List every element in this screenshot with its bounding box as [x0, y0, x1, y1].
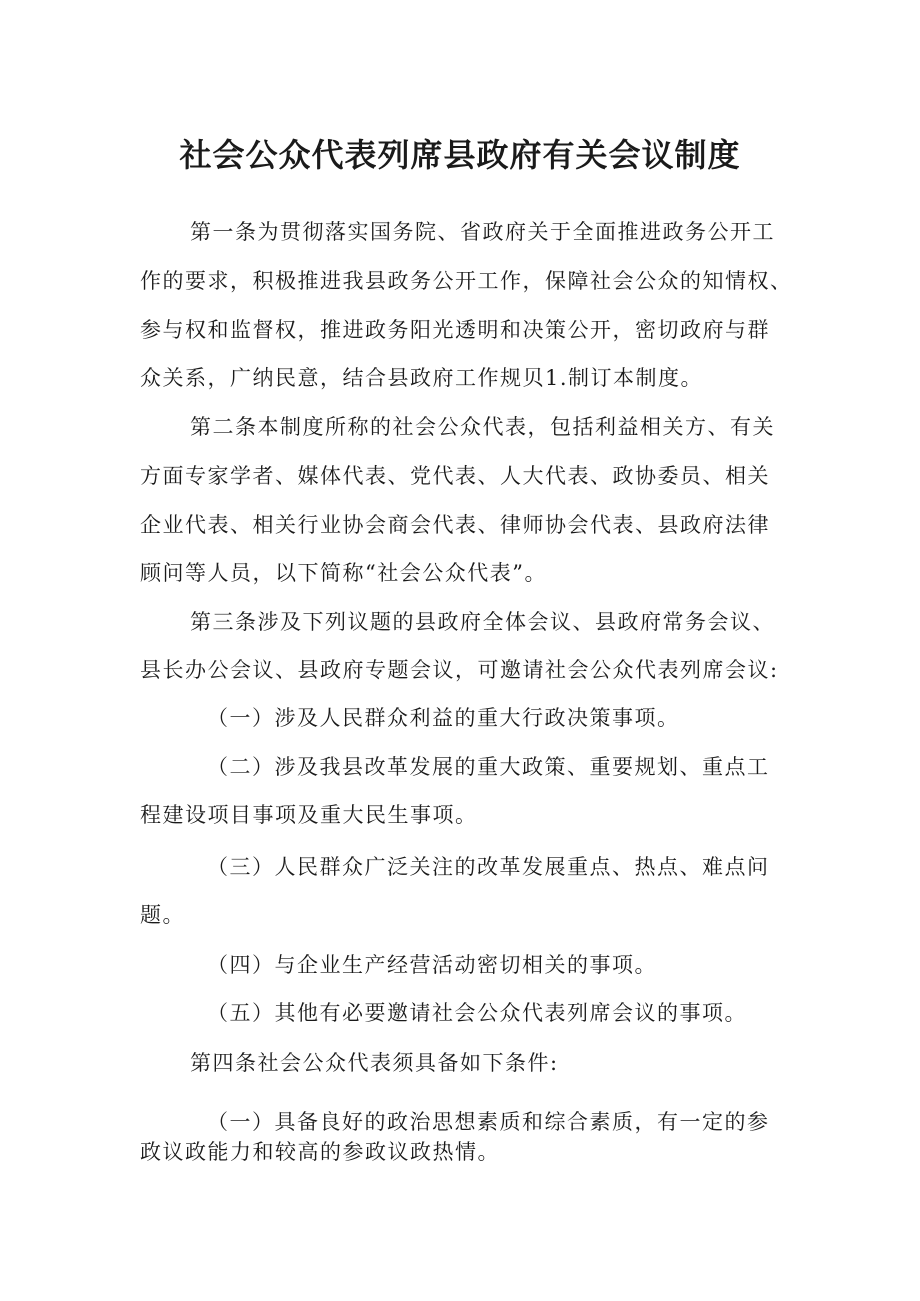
article-2-line-4: 顾问等人员，以下简称“社会公众代表”。	[140, 561, 547, 585]
article-1-line-2: 作的要求，积极推进我县政务公开工作，保障社会公众的知情权、	[140, 269, 793, 293]
article-3-item-3-line-2: 题。	[140, 903, 185, 927]
article-3-item-3-line-1: （三）人民群众广泛关注的改革发展重点、热点、难点问	[207, 855, 770, 879]
article-4-item-1-line-1: （一）具备良好的政治思想素质和综合素质，有一定的参	[207, 1110, 770, 1134]
article-3-item-2-line-2: 程建设项目事项及重大民生事项。	[140, 803, 478, 827]
article-1-line-4: 众关系，广纳民意，结合县政府工作规贝1.制订本制度。	[140, 366, 704, 390]
article-1-line-3: 参与权和监督权，推进政务阳光透明和决策公开，密切政府与群	[140, 318, 770, 342]
article-2-line-1: 第二条本制度所称的社会公众代表，包括利益相关方、有关	[190, 415, 775, 439]
article-3-line-1: 第三条涉及下列议题的县政府全体会议、县政府常务会议、	[190, 610, 775, 634]
article-4-line-1: 第四条社会公众代表须具备如下条件:	[190, 1051, 559, 1075]
document-title: 社会公众代表列席县政府有关会议制度	[179, 136, 741, 174]
article-3-item-5: （五）其他有必要邀请社会公众代表列席会议的事项。	[207, 1001, 747, 1025]
article-3-item-1: （一）涉及人民群众利益的重大行政决策事项。	[207, 706, 680, 730]
article-2-line-2: 方面专家学者、媒体代表、党代表、人大代表、政协委员、相关	[140, 464, 770, 488]
article-3-line-2: 县长办公会议、县政府专题会议，可邀请社会公众代表列席会议:	[140, 658, 779, 682]
article-3-item-4: （四）与企业生产经营活动密切相关的事项。	[207, 953, 657, 977]
article-4-item-1-line-2: 政议政能力和较高的参政议政热情。	[140, 1140, 500, 1164]
article-3-item-2-line-1: （二）涉及我县改革发展的重大政策、重要规划、重点工	[207, 755, 770, 779]
article-2-line-3: 企业代表、相关行业协会商会代表、律师协会代表、县政府法律	[140, 513, 770, 537]
article-1-line-1: 第一条为贯彻落实国务院、省政府关于全面推进政务公开工	[190, 220, 775, 244]
